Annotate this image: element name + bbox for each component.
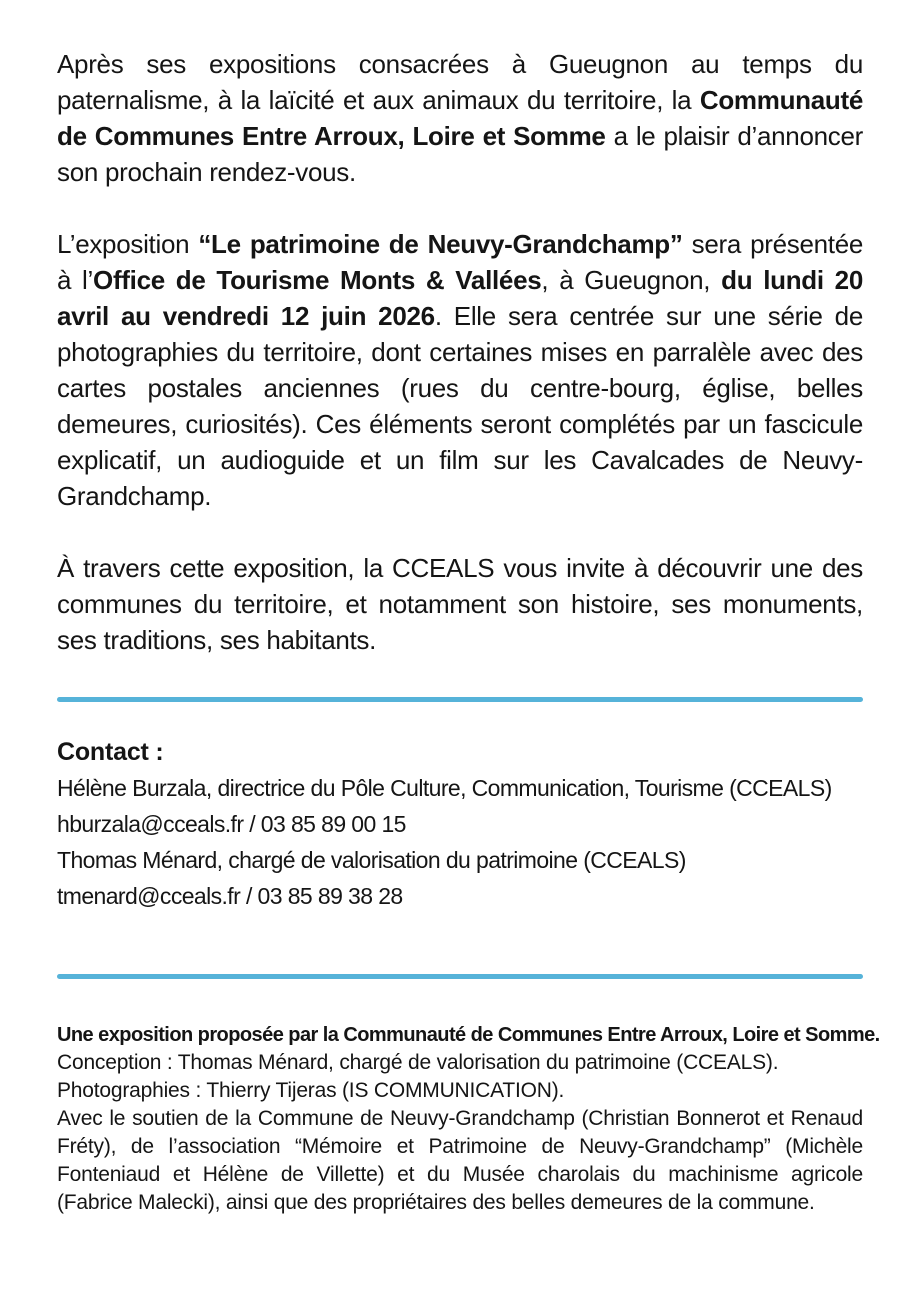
bold-text-run: “Le patrimoine de Neuvy-Grandchamp” [198,229,683,259]
contact-email-phone-line-1: hburzala@cceals.fr / 03 85 89 00 15 [57,811,406,837]
support-paragraph: Avec le soutien de la Commune de Neuvy-Grandchamp (Christian Bonnerot et Renaud Fréty), de l’association “Mémoire et Patrimoine de Neuvy-Grandchamp” (Michèle Fonteniaud et Hélène de Villette) et du Musée charolais du machinisme agricole (Fabrice Malecki), ainsi que des propriétaires des belles demeures de la commune. [57,1107,863,1214]
invitation-paragraph [57,550,863,658]
bold-text-run: Office de Tourisme Monts & Vallées [93,265,542,295]
text-run: , à Gueugnon, [541,265,722,295]
credits-section [57,1021,880,1217]
text-run: sera présentée à l’ [57,229,864,295]
contact-email-phone-line-2: tmenard@cceals.fr / 03 85 89 38 28 [57,883,403,909]
exhibition-paragraph [57,226,863,514]
credits-heading: Une exposition proposée par la Communauté de Communes Entre Arroux, Loire et Somme. [57,1024,880,1046]
section-divider-top [57,697,863,702]
intro-paragraph [57,46,863,190]
bold-text-run: du lundi 20 avril au vendredi 12 juin 2026 [57,265,863,331]
text-run: À travers cette exposition, la CCEALS vous invite à découvrir une des communes du territoire, et notamment son histoire, ses monuments, ses traditions, ses habitants. [57,553,863,655]
bold-text-run: Communauté de Communes Entre Arroux, Loire et Somme [57,85,863,151]
text-run: L’exposition [57,229,199,259]
contact-section [57,734,863,914]
contact-person-line-1: Hélène Burzala, directrice du Pôle Culture, Communication, Tourisme (CCEALS) [57,775,832,801]
text-run: . Elle sera centrée sur une série de photographies du territoire, dont certaines mises en parralèle avec des cartes postales anciennes (rues du centre-bourg, église, belles demeures, curiosités). Ces éléments seront complétés par un fascicule explicatif, un audioguide et un film sur les Cavalcades de Neuvy-Grandchamp. [57,301,863,511]
conception-credit-line: Conception : Thomas Ménard, chargé de valorisation du patrimoine (CCEALS). [57,1051,779,1074]
section-divider-bottom [57,974,863,979]
text-run: Après ses expositions consacrées à Gueugnon au temps du paternalisme, à la laïcité et aux animaux du territoire, la [57,49,863,115]
contact-heading: Contact : [57,738,164,766]
text-run: a le plaisir d’annoncer son prochain rendez-vous. [57,121,864,187]
contact-person-line-2: Thomas Ménard, chargé de valorisation du patrimoine (CCEALS) [57,847,686,873]
photography-credit-line: Photographies : Thierry Tijeras (IS COMMUNICATION). [57,1079,565,1102]
